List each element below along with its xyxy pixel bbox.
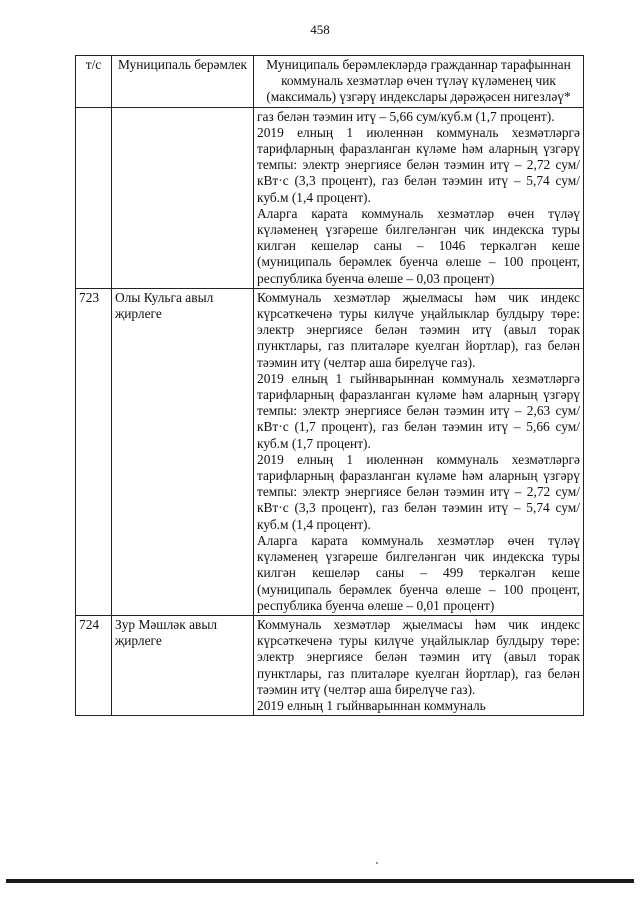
- row-description: [254, 288, 584, 615]
- header-description: Муниципаль берәмлекләрдә гражданнар тарафыннан коммуналь хезмәтләр өчен түләү күләменең чик (максималь) үзгәрү индекслары дәрәҗәсен нигезләү*: [254, 56, 584, 108]
- row-num: [76, 107, 112, 288]
- row-municipality: Олы Кульга авыл җирлеге: [112, 288, 254, 615]
- table-row: [76, 107, 584, 288]
- row-paragraph: 2019 елның 1 июленнән коммуналь хезмәтләргә тарифларның фаразланган күләме һәм аларның үзгәрү темпы: электр энергиясе белән тәэмин итү – 2,72 сум/кВт·с (3,3 процент), газ белән тәэмин итү – 5,74 сум/куб.м (1,4 процент).: [257, 451, 580, 532]
- row-num: 724: [76, 615, 112, 715]
- table-row: [76, 615, 584, 715]
- row-municipality: Зур Мәшләк авыл җирлеге: [112, 615, 254, 715]
- header-municipality: Муниципаль берәмлек: [112, 56, 254, 108]
- row-paragraph: Коммуналь хезмәтләр җыелмасы һәм чик индекс күрсәткеченә туры килүче уңайлыклар булдыру төре: электр энергиясе белән тәэмин итү (авыл торак пунктлары, газ плиталәре куелган йортлар), газ белән тәэмин итү (челтәр аша бирелүче газ).: [257, 289, 580, 370]
- row-paragraph: газ белән тәэмин итү – 5,66 сум/куб.м (1,7 процент).: [257, 108, 555, 124]
- scan-edge-bar: [6, 879, 634, 883]
- row-municipality: [112, 107, 254, 288]
- row-paragraph: Коммуналь хезмәтләр җыелмасы һәм чик индекс күрсәткеченә туры килүче уңайлыклар булдыру төре: электр энергиясе белән тәэмин итү (авыл торак пунктлары, газ плиталәре куелган йортлар), газ белән тәэмин итү (челтәр аша бирелүче газ).: [257, 616, 580, 697]
- row-paragraph: 2019 елның 1 гыйнварыннан коммуналь: [257, 697, 486, 713]
- page-number: 458: [310, 22, 330, 37]
- row-paragraph: 2019 елның 1 гыйнварыннан коммуналь хезмәтләргә тарифларның фаразланган күләме һәм аларның үзгәрү темпы: электр энергиясе белән тәэмин итү – 2,63 сум/кВт·с (1,7 процент), газ белән тәэмин итү – 5,66 сум/куб.м (1,7 процент).: [257, 370, 580, 451]
- row-num: 723: [76, 288, 112, 615]
- row-paragraph: 2019 елның 1 июленнән коммуналь хезмәтләргә тарифларның фаразланган күләме һәм аларның үзгәрү темпы: электр энергиясе белән тәэмин итү – 2,72 сум/кВт·с (3,3 процент), газ белән тәэмин итү – 5,74 сум/куб.м (1,4 процент).: [257, 124, 580, 205]
- header-num: т/с: [76, 56, 112, 108]
- row-description: [254, 615, 584, 715]
- row-description: [254, 107, 584, 288]
- scan-artifact: [376, 862, 378, 864]
- table-header-row: [76, 56, 584, 108]
- row-paragraph: Аларга карата коммуналь хезмәтләр өчен түләү күләменең үзгәреше билгеләнгән чик индекска туры килгән кешеләр саны – 499 теркәлгән кеше (муниципаль берәмлек буенча өлеше – 100 процент, республика буенча өлеше – 0,01 процент): [257, 532, 580, 613]
- row-paragraph: Аларга карата коммуналь хезмәтләр өчен түләү күләменең үзгәреше билгеләнгән чик индекска туры килгән кешеләр саны – 1046 теркәлгән кеше (муниципаль берәмлек буенча өлеше – 100 процент, республика буенча өлеше – 0,03 процент): [257, 205, 580, 286]
- tariff-index-table: [75, 55, 584, 716]
- table-row: [76, 288, 584, 615]
